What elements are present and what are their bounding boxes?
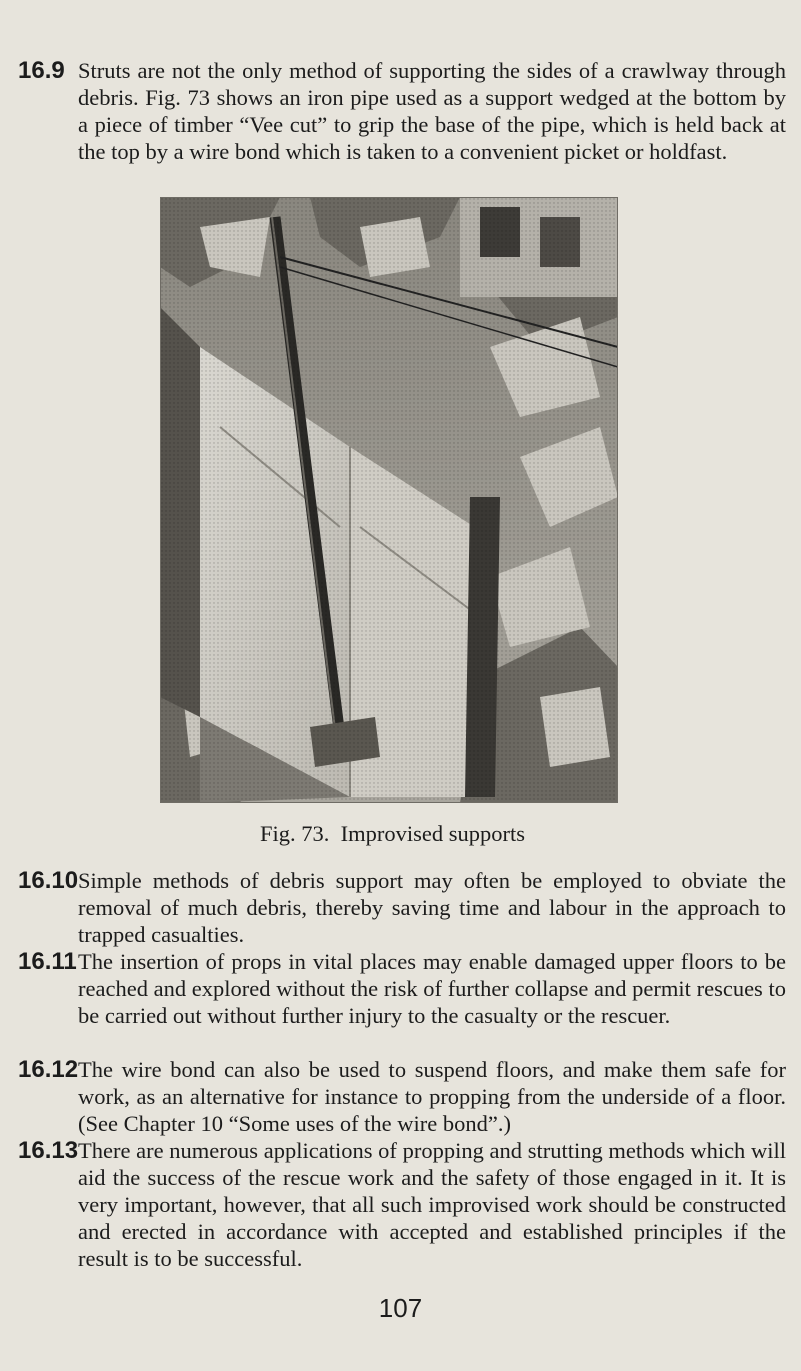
paragraph-text: Struts are not the only method of supporting the sides of a crawlway through debris. Fig. 73 shows an iron pipe used as a support wedged at the bottom by a piece of timber “Vee cut” to grip the base of the pipe, which is held back at the top by a wire bond which is taken to a convenient picket or holdfast.	[78, 58, 786, 164]
paragraph-number: 16.10	[18, 867, 79, 894]
paragraph-number: 16.13	[18, 1137, 79, 1164]
paragraph-16-11	[18, 948, 786, 1029]
paragraph-number: 16.11	[18, 948, 77, 975]
page-number: 107	[378, 1293, 423, 1323]
paragraph-text: The wire bond can also be used to suspend floors, and make them safe for work, as an alternative for instance to propping from the underside of a floor. (See Chapter 10 “Some uses of the wire bond”.)	[78, 1057, 786, 1136]
figure-photo-improvised-supports	[160, 197, 618, 803]
figure-label: Fig. 73.	[260, 821, 330, 846]
photo-illustration	[160, 197, 618, 803]
figure-title: Improvised supports	[340, 821, 526, 846]
paragraph-16-12	[18, 1056, 786, 1137]
paragraph-number: 16.9	[18, 57, 65, 84]
paragraph-16-9	[18, 57, 786, 165]
paragraph-text: There are numerous applications of propping and strutting methods which will aid the success of the rescue work and the safety of those engaged in it. It is very important, however, that all such improvised work should be constructed and erected in accordance with accepted and established principles if the result is to be successful.	[78, 1138, 786, 1271]
paragraph-16-10	[18, 867, 786, 948]
paragraph-16-13	[18, 1137, 786, 1272]
paragraph-number: 16.12	[18, 1056, 79, 1083]
paragraph-text: Simple methods of debris support may often be employed to obviate the removal of much debris, thereby saving time and labour in the approach to trapped casualties.	[78, 868, 786, 947]
paragraph-text: The insertion of props in vital places may enable damaged upper floors to be reached and explored without the risk of further collapse and permit rescues to be carried out without further injury to the casualty or the rescuer.	[78, 949, 786, 1028]
figure-caption	[260, 820, 620, 847]
